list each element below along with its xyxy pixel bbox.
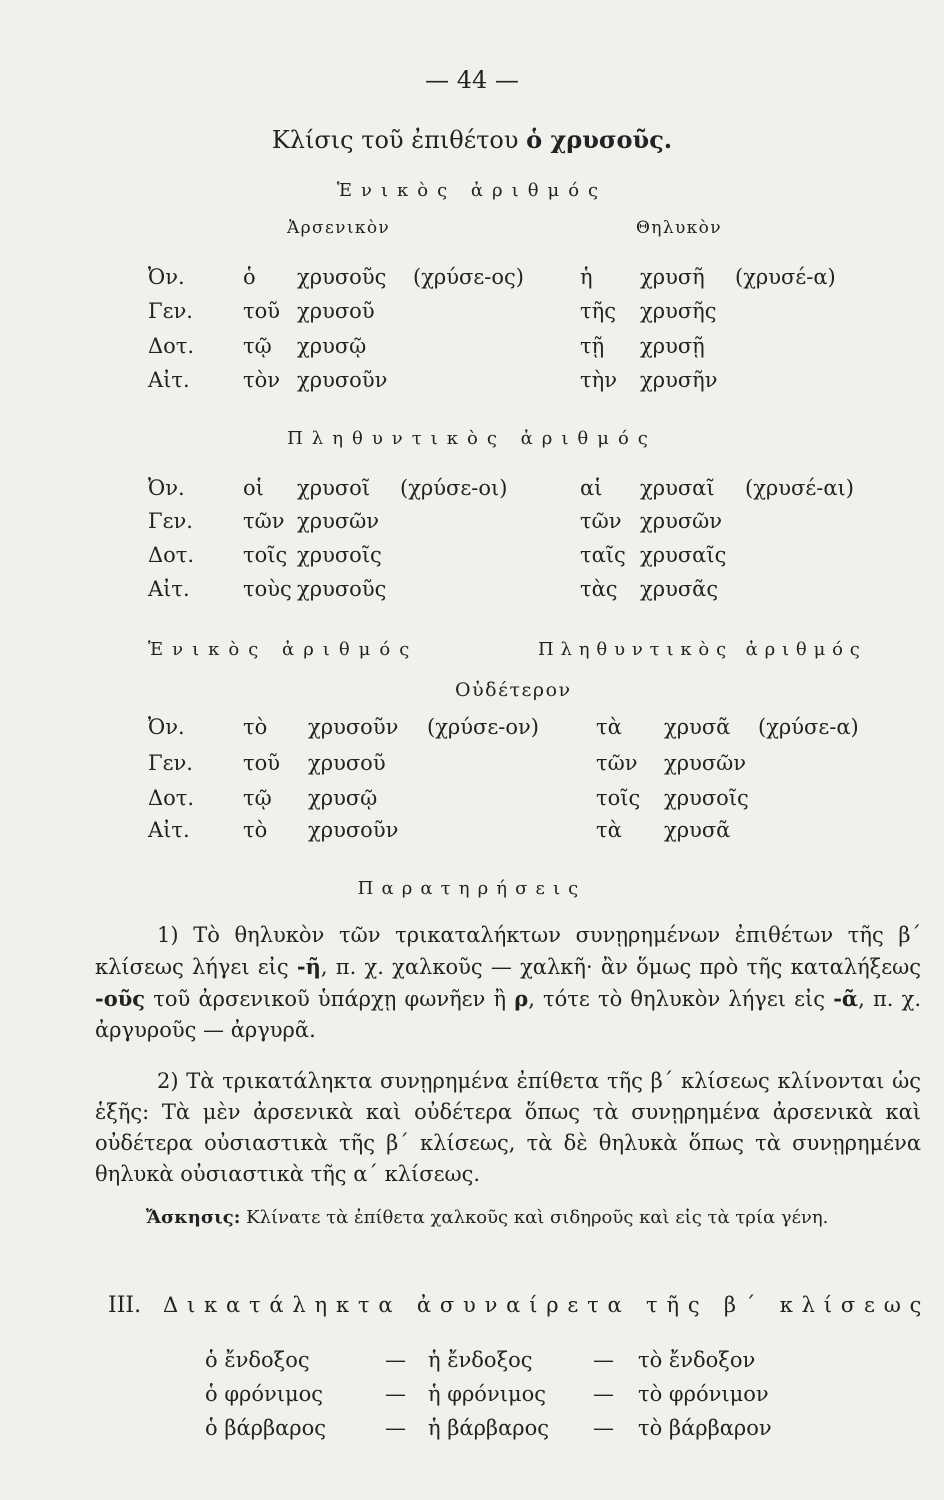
form: χρυσῆν: [640, 368, 718, 392]
case-label: Γεν.: [148, 751, 193, 775]
form: χρυσᾶ: [664, 818, 731, 842]
article: ταῖς: [580, 543, 626, 567]
ending: -ᾶ: [833, 986, 859, 1011]
case-label: Δοτ.: [148, 543, 195, 567]
case-label: Γεν.: [148, 509, 193, 533]
neuter-form: τὸ ἔνδοξον: [638, 1348, 756, 1372]
feminine-form: ἡ ἔνδοξος: [428, 1348, 533, 1372]
article: τὴν: [580, 368, 617, 392]
form: χρυσᾶ: [664, 715, 731, 739]
masculine-label: Ἀρσενικὸν: [287, 218, 391, 238]
article: τὸν: [243, 368, 281, 392]
remark-1-text: , τότε τὸ θηλυκὸν λήγει εἰς: [528, 987, 834, 1011]
ending: ρ: [514, 986, 529, 1011]
feminine-label: Θηλυκὸν: [636, 218, 722, 238]
form: χρυσοῦ: [308, 751, 386, 775]
plural-heading: Πληθυντικὸς ἀριθμός: [287, 428, 657, 449]
article: τοὺς: [243, 577, 292, 601]
form: χρυσᾶς: [640, 577, 719, 601]
form: χρυσαῖ: [640, 476, 715, 500]
form: χρυσαῖς: [640, 543, 727, 567]
exercise-text: Κλίνατε τὰ ἐπίθετα χαλκοῦς καὶ σιδηροῦς καὶ εἰς τὰ τρία γένη.: [240, 1207, 829, 1228]
form: χρυσοῦν: [297, 368, 388, 392]
form: χρυσῷ: [297, 334, 367, 358]
neuter-plural-heading: Πληθυντικὸς ἀριθμός: [538, 639, 867, 660]
note: (χρύσε-ον): [427, 715, 539, 739]
exercise: [95, 1203, 921, 1233]
dash: —: [385, 1348, 406, 1372]
dash: —: [385, 1382, 406, 1406]
article: τοῖς: [243, 543, 288, 567]
note: (χρύσε-οι): [400, 476, 508, 500]
article: τῶν: [243, 509, 285, 533]
page-number: — 44 —: [425, 66, 519, 94]
form: χρυσοῖ: [297, 476, 371, 500]
form: χρυσῷ: [308, 786, 378, 810]
form: χρυσῶν: [297, 509, 380, 533]
form: χρυσοῖς: [664, 786, 749, 810]
article: τὸ: [243, 818, 268, 842]
remarks-heading: Παρατηρήσεις: [357, 878, 587, 899]
masculine-form: ὁ βάρβαρος: [205, 1416, 327, 1440]
case-label: Δοτ.: [148, 334, 195, 358]
form: χρυσῶν: [664, 751, 747, 775]
article: τὸ: [243, 715, 268, 739]
article: τοῦ: [243, 299, 281, 323]
remark-1-text: , π. χ. ἀργυροῦς — ἀργυρᾶ.: [95, 987, 921, 1042]
form: χρυσοῦν: [308, 818, 399, 842]
section-heading: Δικατάληκτα ἀσυναίρετα τῆς β΄ κλίσεως: [163, 1293, 931, 1317]
form: χρυσῆ: [640, 265, 705, 289]
form: χρυσῇ: [640, 334, 705, 358]
case-label: Δοτ.: [148, 786, 195, 810]
feminine-form: ἡ βάρβαρος: [428, 1416, 549, 1440]
remark-2: [95, 1066, 921, 1190]
title-prefix: Κλίσις τοῦ ἐπιθέτου: [271, 126, 527, 154]
case-label: Ὀν.: [148, 476, 185, 500]
form: χρυσῆς: [640, 299, 717, 323]
article: τὰς: [580, 577, 618, 601]
form: χρυσοῖς: [297, 543, 382, 567]
article: ἡ: [580, 265, 593, 289]
case-label: Ὀν.: [148, 715, 185, 739]
article: τῷ: [243, 334, 272, 358]
article: τῆς: [580, 299, 616, 323]
case-label: Ὀν.: [148, 265, 185, 289]
title-word: ὁ χρυσοῦς.: [526, 125, 673, 154]
article: τῷ: [243, 786, 272, 810]
article: τὰ: [596, 715, 622, 739]
dash: —: [593, 1382, 614, 1406]
form: χρυσοῦς: [297, 265, 387, 289]
masculine-form: ὁ φρόνιμος: [205, 1382, 324, 1406]
neuter-singular-heading: Ἑνικὸς ἀριθμός: [148, 639, 419, 660]
note: (χρύσε-ος): [413, 265, 524, 289]
note: (χρυσέ-αι): [745, 476, 854, 500]
page-title: [0, 125, 944, 154]
case-label: Αἰτ.: [148, 577, 190, 601]
article: αἱ: [580, 476, 603, 500]
form: χρυσοῦν: [308, 715, 399, 739]
singular-heading: Ἑνικὸς ἀριθμός: [336, 180, 608, 201]
note: (χρυσέ-α): [735, 265, 836, 289]
section-numeral: III.: [108, 1293, 142, 1318]
case-label: Αἰτ.: [148, 368, 190, 392]
article: ὁ: [243, 265, 256, 289]
neuter-form: τὸ φρόνιμον: [638, 1382, 769, 1406]
remark-2-text: 2) Τὰ τρικατάληκτα συνῃρημένα ἐπίθετα τῆς β΄ κλίσεως κλίνονται ὡς ἑξῆς: Τὰ μὲν ἀρσενικὰ καὶ οὐδέτερα ὅπως τὰ συνῃρημένα ἀρσενικὰ καὶ οὐδέτερα οὐσιαστικὰ τῆς β΄ κλίσεως, τὰ δὲ θηλυκὰ ὅπως τὰ συνῃρημένα θηλυκὰ οὐσιαστικὰ τῆς α΄ κλίσεως.: [95, 1069, 921, 1186]
remark-1-text: τοῦ ἀρσενικοῦ ὑπάρχῃ φωνῆεν ἢ: [145, 987, 515, 1011]
article: τῶν: [596, 751, 638, 775]
form: χρυσοῦς: [297, 577, 387, 601]
article: τοῦ: [243, 751, 281, 775]
article: τῶν: [580, 509, 622, 533]
neuter-form: τὸ βάρβαρον: [638, 1416, 772, 1440]
remark-1-text: , π. χ. χαλκοῦς — χαλκῆ· ἂν ὅμως πρὸ τῆς καταλήξεως: [320, 955, 921, 979]
dash: —: [593, 1416, 614, 1440]
dash: —: [593, 1348, 614, 1372]
form: χρυσοῦ: [297, 299, 375, 323]
ending: -οῦς: [95, 986, 146, 1011]
form: χρυσῶν: [640, 509, 723, 533]
note: (χρύσε-α): [758, 715, 859, 739]
feminine-form: ἡ φρόνιμος: [428, 1382, 547, 1406]
masculine-form: ὁ ἔνδοξος: [205, 1348, 310, 1372]
neuter-label: Οὐδέτερον: [455, 679, 572, 701]
case-label: Αἰτ.: [148, 818, 190, 842]
article: τὰ: [596, 818, 622, 842]
remark-1: [95, 920, 921, 1046]
exercise-label: Ἄσκησις:: [146, 1207, 241, 1228]
article: τῇ: [580, 334, 605, 358]
article: τοῖς: [596, 786, 641, 810]
case-label: Γεν.: [148, 299, 193, 323]
dash: —: [385, 1416, 406, 1440]
ending: -ῆ: [296, 954, 321, 979]
article: οἱ: [243, 476, 264, 500]
remark-1-text: 1) Τὸ θηλυκὸν τῶν τρικαταλήκτων συνῃρημένων ἐπιθέτων τῆς β΄ κλίσεως λήγει εἰς: [95, 923, 921, 979]
